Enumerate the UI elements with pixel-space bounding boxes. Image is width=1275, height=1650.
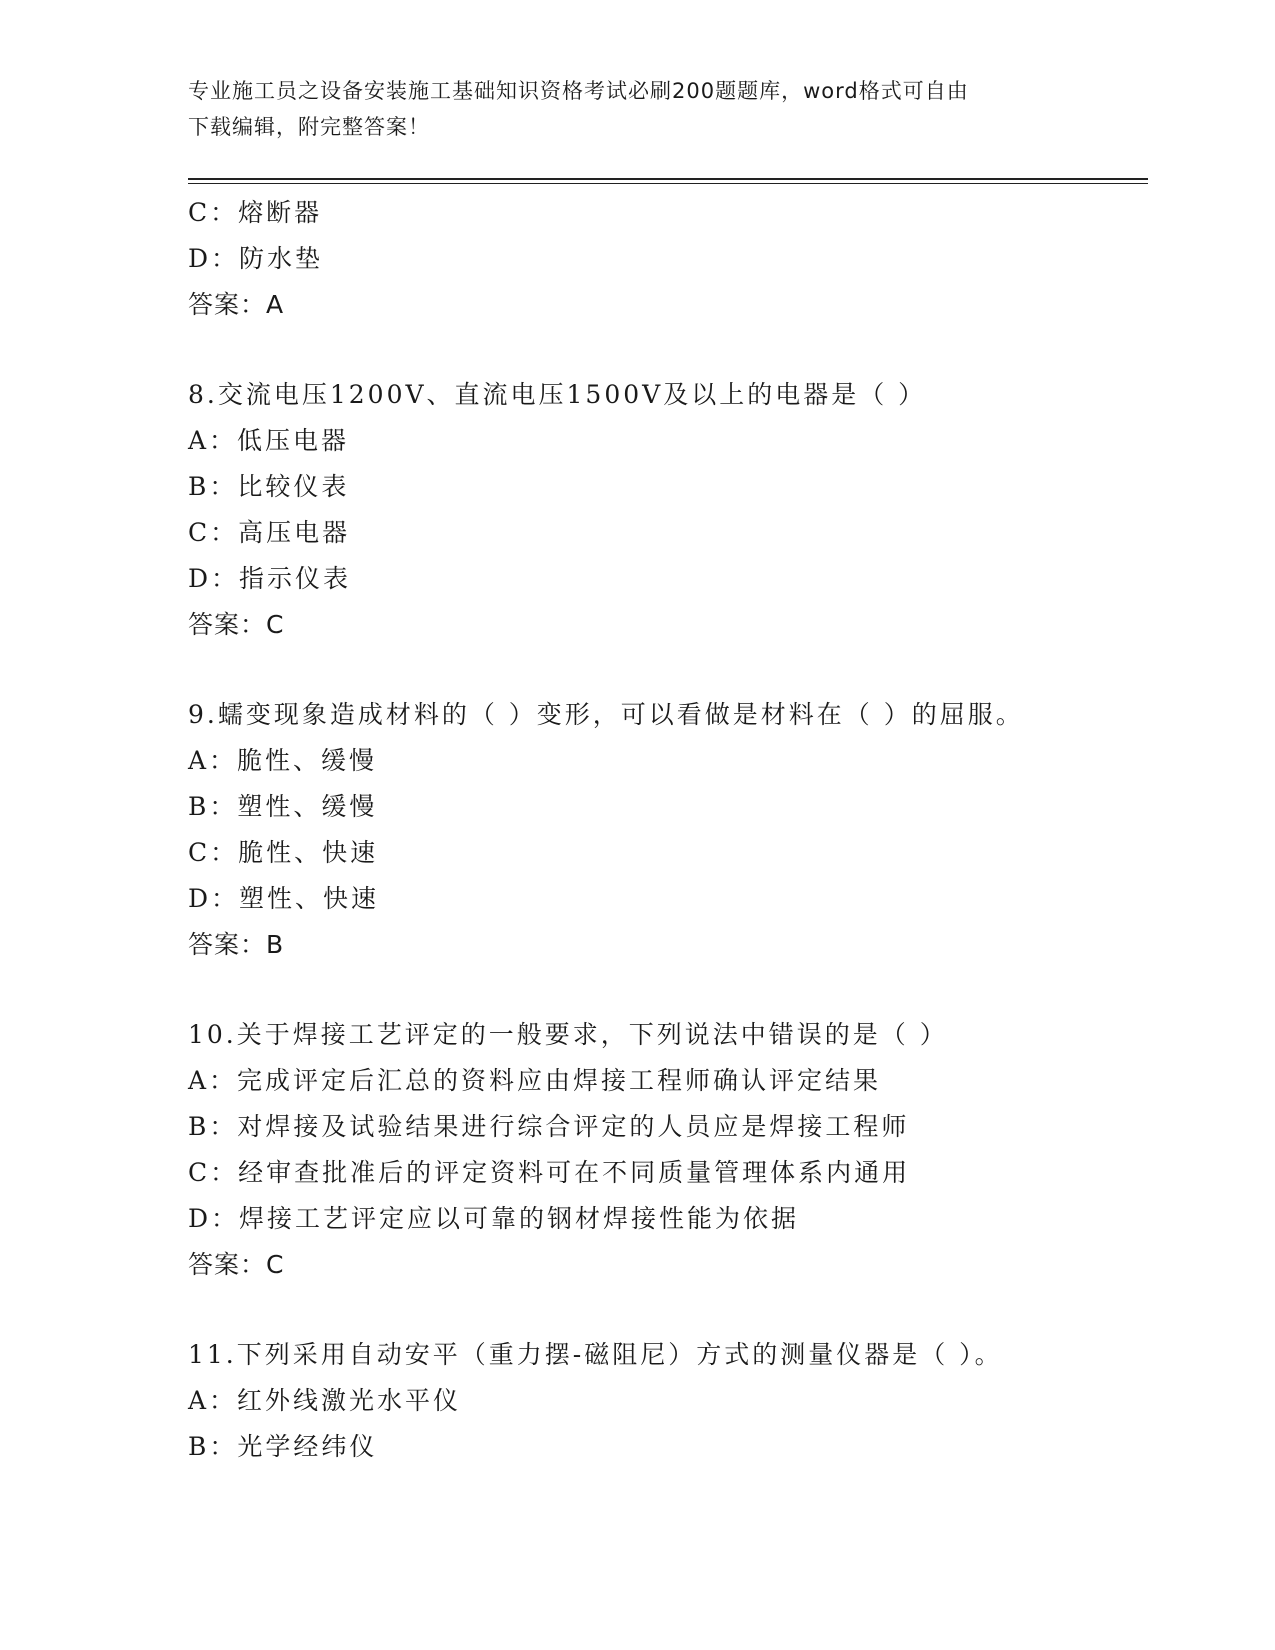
option-c: C：脆性、快速 (188, 838, 379, 867)
option-b: B：比较仪表 (188, 472, 350, 501)
option-c: C：熔断器 (188, 198, 323, 227)
option-d: D：塑性、快速 (188, 884, 380, 913)
question-content (188, 190, 1148, 1470)
header-rule-thin (188, 183, 1148, 184)
answer-line: 答案：C (188, 1250, 285, 1279)
header-line-1: 专业施工员之设备安装施工基础知识资格考试必刷200题题库，word格式可自由 (188, 79, 969, 103)
header-rule-thick (188, 178, 1148, 180)
answer-line: 答案：B (188, 930, 285, 959)
option-d: D：焊接工艺评定应以可靠的钢材焊接性能为依据 (188, 1204, 800, 1233)
option-c: C：经审查批准后的评定资料可在不同质量管理体系内通用 (188, 1158, 911, 1187)
option-a: A：红外线激光水平仪 (188, 1386, 462, 1415)
question-11 (188, 1332, 1148, 1470)
question-8 (188, 372, 1148, 648)
option-b: B：塑性、缓慢 (188, 792, 378, 821)
question-stem: 9.蠕变现象造成材料的（ ）变形，可以看做是材料在（ ）的屈服。 (188, 700, 1024, 729)
question-stem: 11.下列采用自动安平（重力摆-磁阻尼）方式的测量仪器是（ ）。 (188, 1340, 1003, 1369)
document-header (188, 73, 1088, 145)
option-c: C：高压电器 (188, 518, 351, 547)
option-b: B：光学经纬仪 (188, 1432, 378, 1461)
header-line-2: 下载编辑，附完整答案！ (188, 115, 430, 139)
option-a: A：脆性、缓慢 (188, 746, 378, 775)
option-d: D：防水垫 (188, 244, 324, 273)
answer-line: 答案：C (188, 610, 285, 639)
option-a: A：低压电器 (188, 426, 350, 455)
question-9 (188, 692, 1148, 968)
option-b: B：对焊接及试验结果进行综合评定的人员应是焊接工程师 (188, 1112, 910, 1141)
question-10 (188, 1012, 1148, 1288)
question-stem: 8.交流电压1200V、直流电压1500V及以上的电器是（ ） (188, 380, 927, 409)
option-d: D：指示仪表 (188, 564, 352, 593)
question-stem: 10.关于焊接工艺评定的一般要求，下列说法中错误的是（ ） (188, 1020, 948, 1049)
option-a: A：完成评定后汇总的资料应由焊接工程师确认评定结果 (188, 1066, 882, 1095)
question-7-continued (188, 190, 1148, 328)
answer-line: 答案：A (188, 290, 285, 319)
